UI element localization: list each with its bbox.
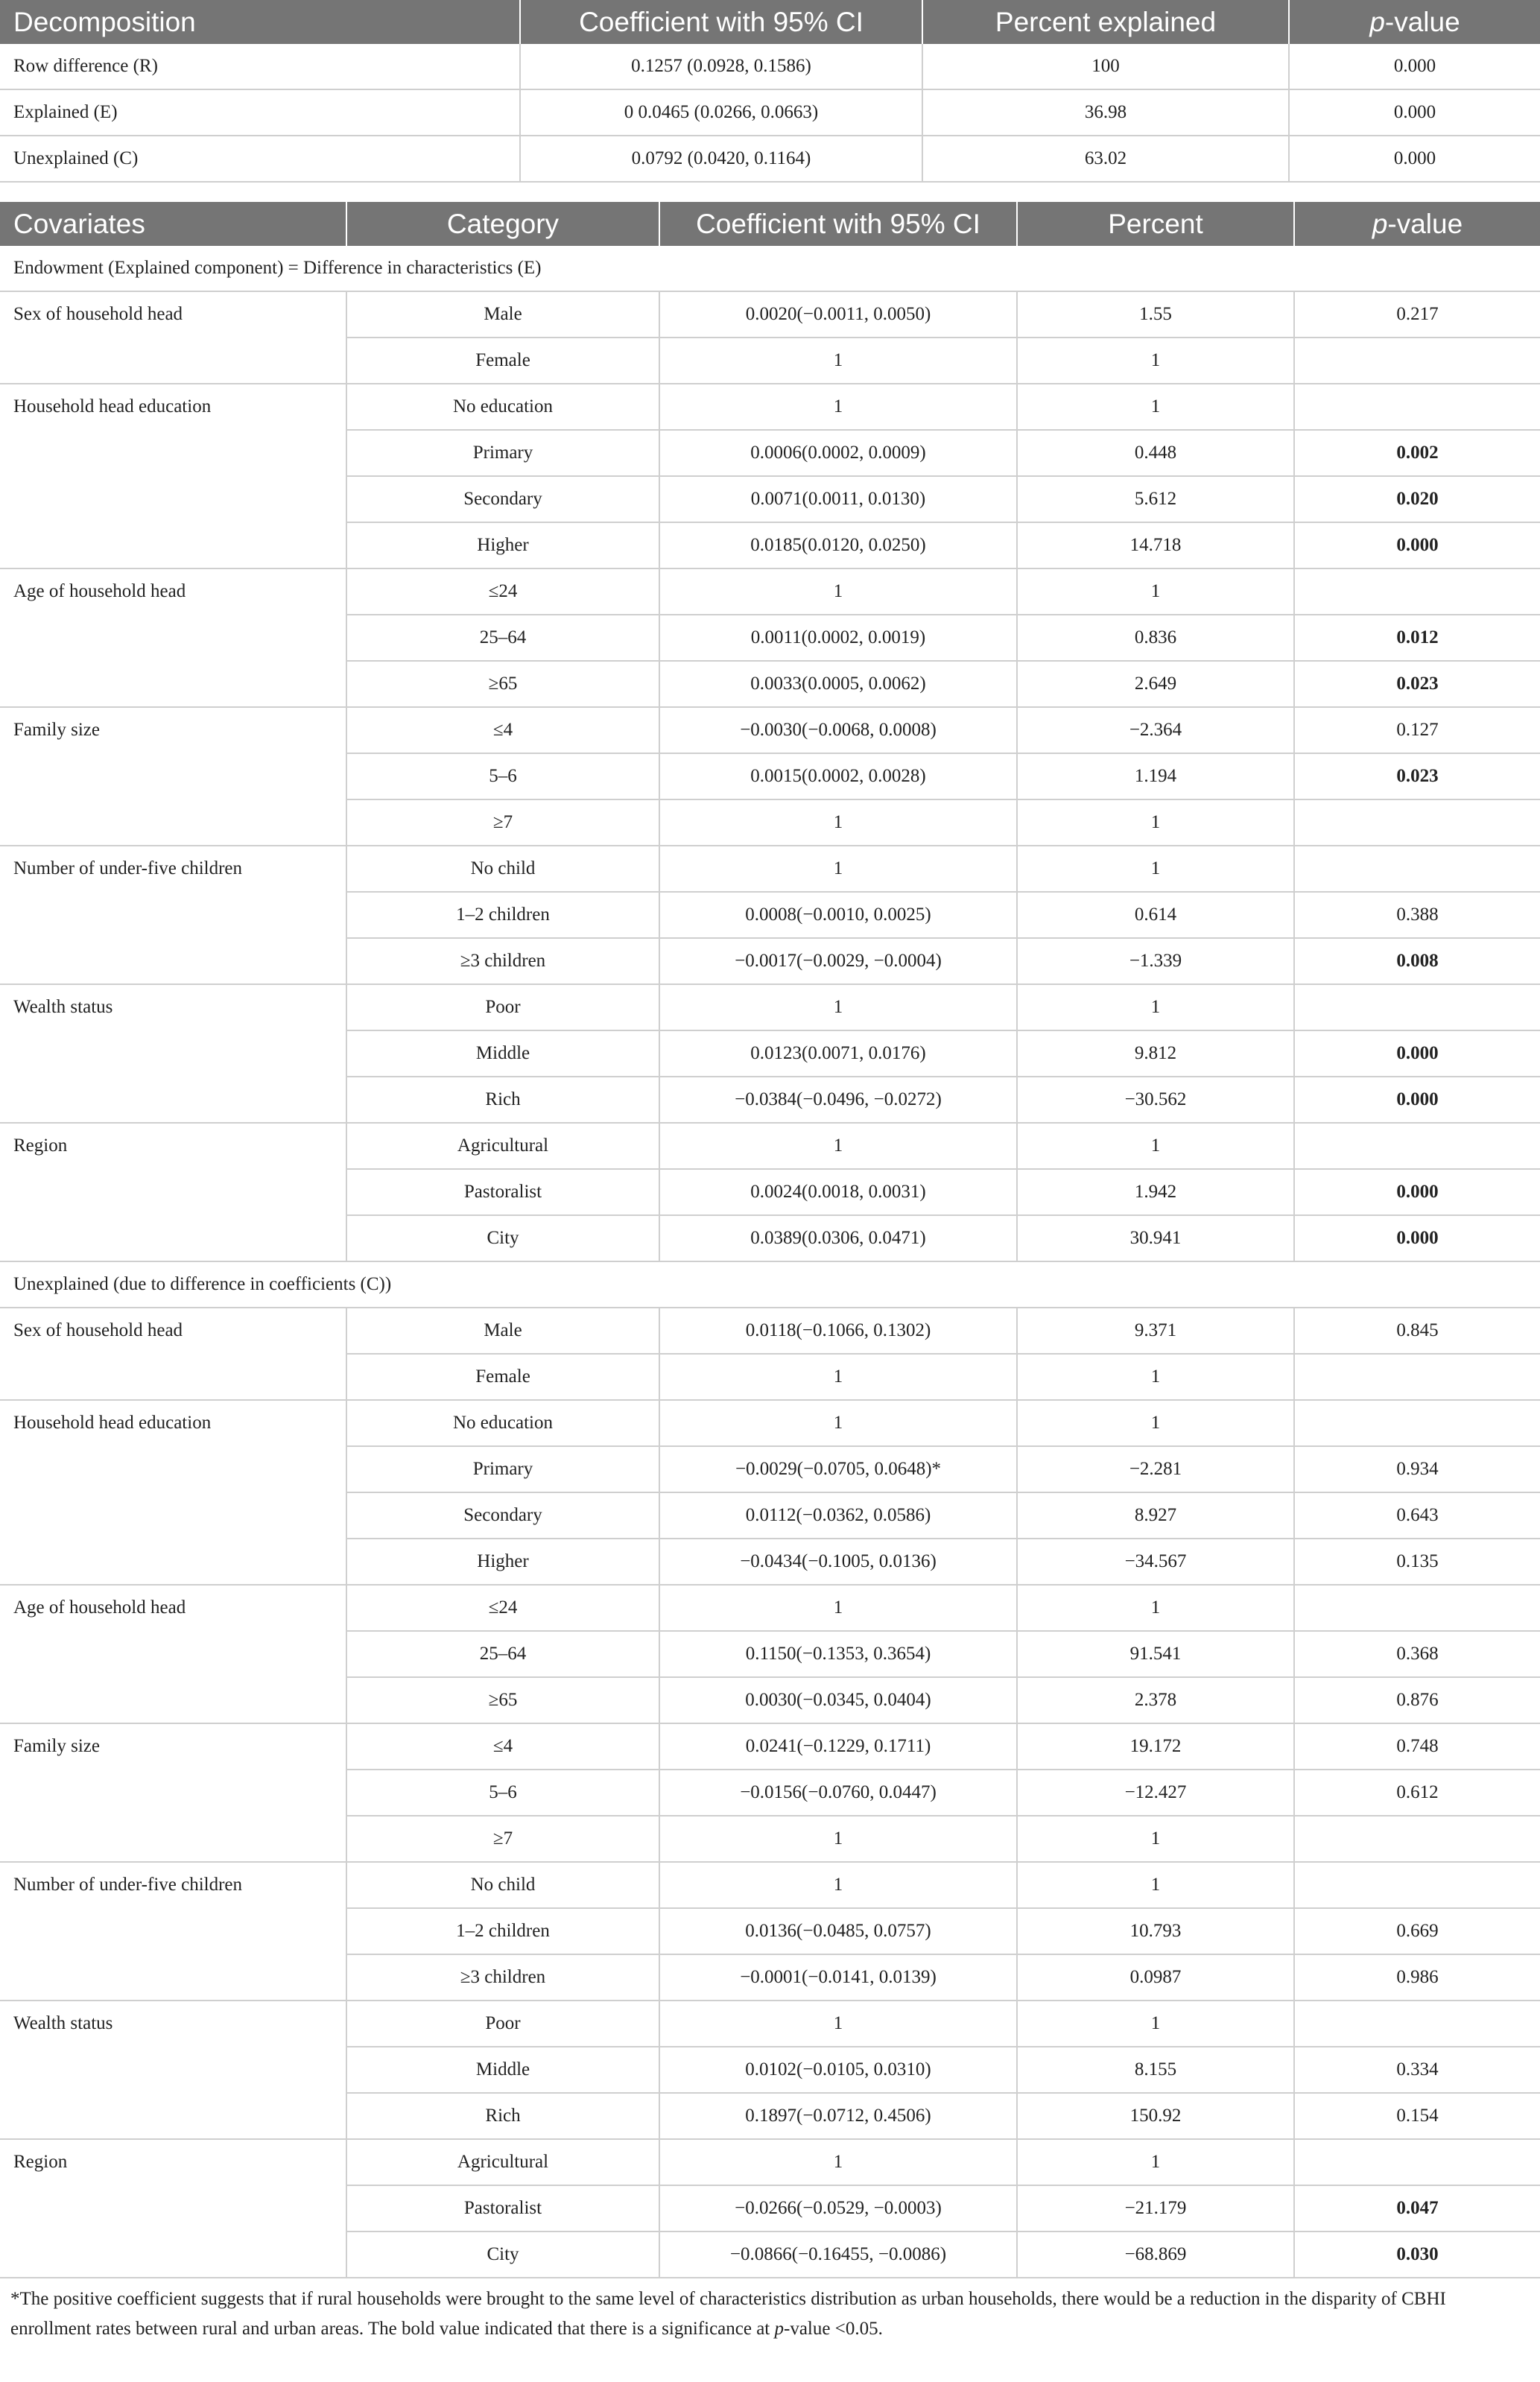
coefficient-cell: 0.0123(0.0071, 0.0176) [659,1030,1017,1077]
decomposition-name: Explained (E) [0,89,520,136]
coefficient-cell: 1 [659,1400,1017,1446]
coefficient-cell: 1 [659,799,1017,846]
coefficient-cell: 0.0033(0.0005, 0.0062) [659,661,1017,707]
category-cell: ≥7 [346,799,659,846]
table-row [0,1723,1540,1770]
table-row [0,2001,1540,2047]
percent-cell: 14.718 [1017,522,1294,568]
p-value-cell: 0.023 [1294,753,1540,799]
percent-cell: 1.942 [1017,1169,1294,1215]
category-cell: Primary [346,430,659,476]
category-cell: Poor [346,984,659,1030]
category-cell: 25–64 [346,615,659,661]
covariates-body [0,246,1540,2278]
p-value-cell [1294,568,1540,615]
coefficient-cell: 0.1257 (0.0928, 0.1586) [520,44,922,89]
covariate-name: Age of household head [0,1585,346,1723]
p-value-cell [1294,984,1540,1030]
category-cell: Male [346,1308,659,1354]
percent-cell: 5.612 [1017,476,1294,522]
covariate-name: Household head education [0,384,346,568]
category-cell: ≥65 [346,661,659,707]
category-cell: Pastoralist [346,1169,659,1215]
category-cell: Middle [346,2047,659,2093]
percent-cell: 1 [1017,2001,1294,2047]
coefficient-cell: −0.0001(−0.0141, 0.0139) [659,1954,1017,2001]
covariates-table [0,202,1540,2278]
category-cell: 1–2 children [346,1908,659,1954]
header-decomposition: Decomposition [0,0,520,44]
decomposition-table [0,0,1540,183]
p-value-cell: 0.934 [1294,1446,1540,1492]
coefficient-cell: 0.0024(0.0018, 0.0031) [659,1169,1017,1215]
table-row [0,1123,1540,1169]
percent-cell: 1 [1017,1585,1294,1631]
coefficient-cell: −0.0866(−0.16455, −0.0086) [659,2231,1017,2278]
header-coefficient: Coefficient with 95% CI [520,0,922,44]
decomposition-body [0,44,1540,182]
p-value-cell: 0.030 [1294,2231,1540,2278]
table-gap [0,183,1540,202]
coefficient-cell: 1 [659,338,1017,384]
table-row [0,384,1540,430]
p-value-cell: 0.217 [1294,291,1540,338]
coefficient-cell: 0.0792 (0.0420, 0.1164) [520,136,922,182]
p-value-cell [1294,1585,1540,1631]
header-percent: Percent [1017,202,1294,246]
p-value-cell: 0.334 [1294,2047,1540,2093]
percent-cell: −2.364 [1017,707,1294,753]
coefficient-cell: 1 [659,846,1017,892]
percent-cell: 100 [922,44,1289,89]
table-row [0,89,1540,136]
header-p-rest: -value [1387,208,1463,239]
category-cell: Female [346,338,659,384]
percent-cell: 30.941 [1017,1215,1294,1261]
coefficient-cell: 1 [659,1862,1017,1908]
covariate-name: Number of under-five children [0,846,346,984]
coefficient-cell: 1 [659,2139,1017,2185]
category-cell: Higher [346,522,659,568]
category-cell: Agricultural [346,2139,659,2185]
p-value-cell: 0.000 [1294,1169,1540,1215]
p-value-cell: 0.748 [1294,1723,1540,1770]
covariate-name: Region [0,1123,346,1261]
p-value-cell: 0.669 [1294,1908,1540,1954]
p-value-cell: 0.000 [1294,1030,1540,1077]
header-coefficient: Coefficient with 95% CI [659,202,1017,246]
covariate-name: Family size [0,1723,346,1862]
category-cell: ≥3 children [346,1954,659,2001]
percent-cell: 1 [1017,1400,1294,1446]
p-value-cell: 0.002 [1294,430,1540,476]
coefficient-cell: −0.0156(−0.0760, 0.0447) [659,1770,1017,1816]
p-value-cell: 0.000 [1294,1077,1540,1123]
covariate-name: Household head education [0,1400,346,1585]
covariate-name: Sex of household head [0,291,346,384]
p-value-cell [1294,384,1540,430]
category-cell: Agricultural [346,1123,659,1169]
coefficient-cell: 1 [659,1354,1017,1400]
percent-cell: 9.812 [1017,1030,1294,1077]
covariate-name: Sex of household head [0,1308,346,1400]
percent-cell: 1 [1017,2139,1294,2185]
coefficient-cell: −0.0030(−0.0068, 0.0008) [659,707,1017,753]
percent-cell: 1.55 [1017,291,1294,338]
category-cell: ≤4 [346,707,659,753]
header-covariates: Covariates [0,202,346,246]
category-cell: No child [346,1862,659,1908]
coefficient-cell: 0.0102(−0.0105, 0.0310) [659,2047,1017,2093]
coefficient-cell: 1 [659,1123,1017,1169]
table-row [0,1400,1540,1446]
category-cell: ≥3 children [346,938,659,984]
table-row [0,291,1540,338]
p-value-cell [1294,1354,1540,1400]
percent-cell: 1 [1017,1354,1294,1400]
percent-cell: 0.448 [1017,430,1294,476]
p-value-cell [1294,1862,1540,1908]
percent-cell: 9.371 [1017,1308,1294,1354]
coefficient-cell: 0.1150(−0.1353, 0.3654) [659,1631,1017,1677]
decomposition-name: Unexplained (C) [0,136,520,182]
p-value-cell [1294,846,1540,892]
category-cell: Poor [346,2001,659,2047]
p-value-cell: 0.008 [1294,938,1540,984]
coefficient-cell: 1 [659,568,1017,615]
category-cell: Middle [346,1030,659,1077]
category-cell: No child [346,846,659,892]
percent-cell: 19.172 [1017,1723,1294,1770]
header-p-value [1294,202,1540,246]
category-cell: 5–6 [346,1770,659,1816]
category-cell: No education [346,1400,659,1446]
coefficient-cell: 0.0118(−0.1066, 0.1302) [659,1308,1017,1354]
table-row [0,136,1540,182]
category-cell: ≤24 [346,1585,659,1631]
category-cell: City [346,2231,659,2278]
table-row [0,846,1540,892]
percent-cell: 1.194 [1017,753,1294,799]
coefficient-cell: 0.0008(−0.0010, 0.0025) [659,892,1017,938]
coefficient-cell: 1 [659,984,1017,1030]
header-p-italic: p [1372,208,1388,239]
p-value-cell: 0.135 [1294,1539,1540,1585]
category-cell: City [346,1215,659,1261]
p-value-cell [1294,1400,1540,1446]
percent-cell: 1 [1017,984,1294,1030]
percent-cell: 36.98 [922,89,1289,136]
coefficient-cell: 1 [659,2001,1017,2047]
section-title: Endowment (Explained component) = Difference in characteristics (E) [0,246,1540,291]
p-value-cell: 0.643 [1294,1492,1540,1539]
category-cell: 1–2 children [346,892,659,938]
p-value-cell: 0.127 [1294,707,1540,753]
header-p-value [1289,0,1540,44]
coefficient-cell: 1 [659,1585,1017,1631]
header-category: Category [346,202,659,246]
percent-cell: 8.927 [1017,1492,1294,1539]
footnote-p-italic: p [774,2319,785,2339]
percent-cell: 2.649 [1017,661,1294,707]
header-p-rest: -value [1384,6,1460,37]
covariate-name: Age of household head [0,568,346,707]
covariate-name: Family size [0,707,346,846]
category-cell: Primary [346,1446,659,1492]
p-value-cell: 0.012 [1294,615,1540,661]
category-cell: ≤24 [346,568,659,615]
p-value-cell: 0.000 [1294,522,1540,568]
percent-cell: −1.339 [1017,938,1294,984]
p-value-cell: 0.000 [1294,1215,1540,1261]
percent-cell: −12.427 [1017,1770,1294,1816]
coefficient-cell: 0.0015(0.0002, 0.0028) [659,753,1017,799]
p-value-cell: 0.845 [1294,1308,1540,1354]
category-cell: Secondary [346,476,659,522]
coefficient-cell: −0.0017(−0.0029, −0.0004) [659,938,1017,984]
p-value-cell: 0.154 [1294,2093,1540,2139]
footnote-part1: *The positive coefficient suggests that if rural households were brought to the same level of characteristics distribution as urban households, there would be a reduction in the disparity of CBHI enrollment rates between rural and urban areas. The bold value indicated that there is a significance at [10,2289,1446,2339]
percent-cell: 10.793 [1017,1908,1294,1954]
percent-cell: 1 [1017,799,1294,846]
section-title: Unexplained (due to difference in coefficients (C)) [0,1261,1540,1308]
percent-cell: −21.179 [1017,2185,1294,2231]
p-value-cell [1294,1816,1540,1862]
p-value-cell: 0.000 [1289,136,1540,182]
percent-cell: 91.541 [1017,1631,1294,1677]
category-cell: Female [346,1354,659,1400]
percent-cell: 1 [1017,384,1294,430]
p-value-cell: 0.876 [1294,1677,1540,1723]
category-cell: No education [346,384,659,430]
header-percent-explained: Percent explained [922,0,1289,44]
coefficient-cell: 0.0241(−0.1229, 0.1711) [659,1723,1017,1770]
p-value-cell: 0.612 [1294,1770,1540,1816]
decomposition-header-row [0,0,1540,44]
category-cell: Rich [346,1077,659,1123]
decomposition-name: Row difference (R) [0,44,520,89]
p-value-cell: 0.020 [1294,476,1540,522]
coefficient-cell: 0.0389(0.0306, 0.0471) [659,1215,1017,1261]
coefficient-cell: 1 [659,384,1017,430]
section-row [0,246,1540,291]
coefficient-cell: 0.0071(0.0011, 0.0130) [659,476,1017,522]
p-value-cell: 0.000 [1289,44,1540,89]
coefficient-cell: 1 [659,1816,1017,1862]
p-value-cell: 0.388 [1294,892,1540,938]
percent-cell: −2.281 [1017,1446,1294,1492]
coefficient-cell: 0.0112(−0.0362, 0.0586) [659,1492,1017,1539]
p-value-cell [1294,1123,1540,1169]
p-value-cell [1294,2139,1540,2185]
category-cell: Male [346,291,659,338]
percent-cell: 2.378 [1017,1677,1294,1723]
category-cell: ≥7 [346,1816,659,1862]
footnote-part2: -value <0.05. [784,2319,883,2339]
coefficient-cell: −0.0384(−0.0496, −0.0272) [659,1077,1017,1123]
coefficient-cell: 0.0030(−0.0345, 0.0404) [659,1677,1017,1723]
coefficient-cell: −0.0434(−0.1005, 0.0136) [659,1539,1017,1585]
header-p-italic: p [1369,6,1385,37]
p-value-cell [1294,799,1540,846]
percent-cell: −34.567 [1017,1539,1294,1585]
p-value-cell: 0.000 [1289,89,1540,136]
percent-cell: 1 [1017,1123,1294,1169]
p-value-cell: 0.368 [1294,1631,1540,1677]
p-value-cell: 0.047 [1294,2185,1540,2231]
percent-cell: 63.02 [922,136,1289,182]
table-row [0,1585,1540,1631]
table-row [0,44,1540,89]
covariates-header-row [0,202,1540,246]
covariate-name: Wealth status [0,2001,346,2139]
percent-cell: 1 [1017,1816,1294,1862]
table-row [0,568,1540,615]
percent-cell: 150.92 [1017,2093,1294,2139]
table-row [0,2139,1540,2185]
table-row [0,1862,1540,1908]
coefficient-cell: 0.0006(0.0002, 0.0009) [659,430,1017,476]
coefficient-cell: 0.0185(0.0120, 0.0250) [659,522,1017,568]
coefficient-cell: 0.0020(−0.0011, 0.0050) [659,291,1017,338]
footnote [0,2278,1540,2344]
covariate-name: Number of under-five children [0,1862,346,2001]
percent-cell: 8.155 [1017,2047,1294,2093]
section-row [0,1261,1540,1308]
percent-cell: −30.562 [1017,1077,1294,1123]
category-cell: 5–6 [346,753,659,799]
percent-cell: 1 [1017,338,1294,384]
p-value-cell: 0.986 [1294,1954,1540,2001]
p-value-cell: 0.023 [1294,661,1540,707]
category-cell: ≤4 [346,1723,659,1770]
coefficient-cell: 0.0011(0.0002, 0.0019) [659,615,1017,661]
coefficient-cell: 0.1897(−0.0712, 0.4506) [659,2093,1017,2139]
category-cell: ≥65 [346,1677,659,1723]
percent-cell: 1 [1017,1862,1294,1908]
percent-cell: 0.614 [1017,892,1294,938]
coefficient-cell: 0.0136(−0.0485, 0.0757) [659,1908,1017,1954]
coefficient-cell: −0.0266(−0.0529, −0.0003) [659,2185,1017,2231]
percent-cell: −68.869 [1017,2231,1294,2278]
percent-cell: 1 [1017,568,1294,615]
category-cell: 25–64 [346,1631,659,1677]
covariate-name: Wealth status [0,984,346,1123]
p-value-cell [1294,2001,1540,2047]
category-cell: Higher [346,1539,659,1585]
category-cell: Secondary [346,1492,659,1539]
p-value-cell [1294,338,1540,384]
percent-cell: 0.836 [1017,615,1294,661]
table-row [0,707,1540,753]
category-cell: Pastoralist [346,2185,659,2231]
coefficient-cell: −0.0029(−0.0705, 0.0648)* [659,1446,1017,1492]
category-cell: Rich [346,2093,659,2139]
percent-cell: 1 [1017,846,1294,892]
percent-cell: 0.0987 [1017,1954,1294,2001]
table-row [0,984,1540,1030]
covariate-name: Region [0,2139,346,2278]
table-row [0,1308,1540,1354]
coefficient-cell: 0 0.0465 (0.0266, 0.0663) [520,89,922,136]
